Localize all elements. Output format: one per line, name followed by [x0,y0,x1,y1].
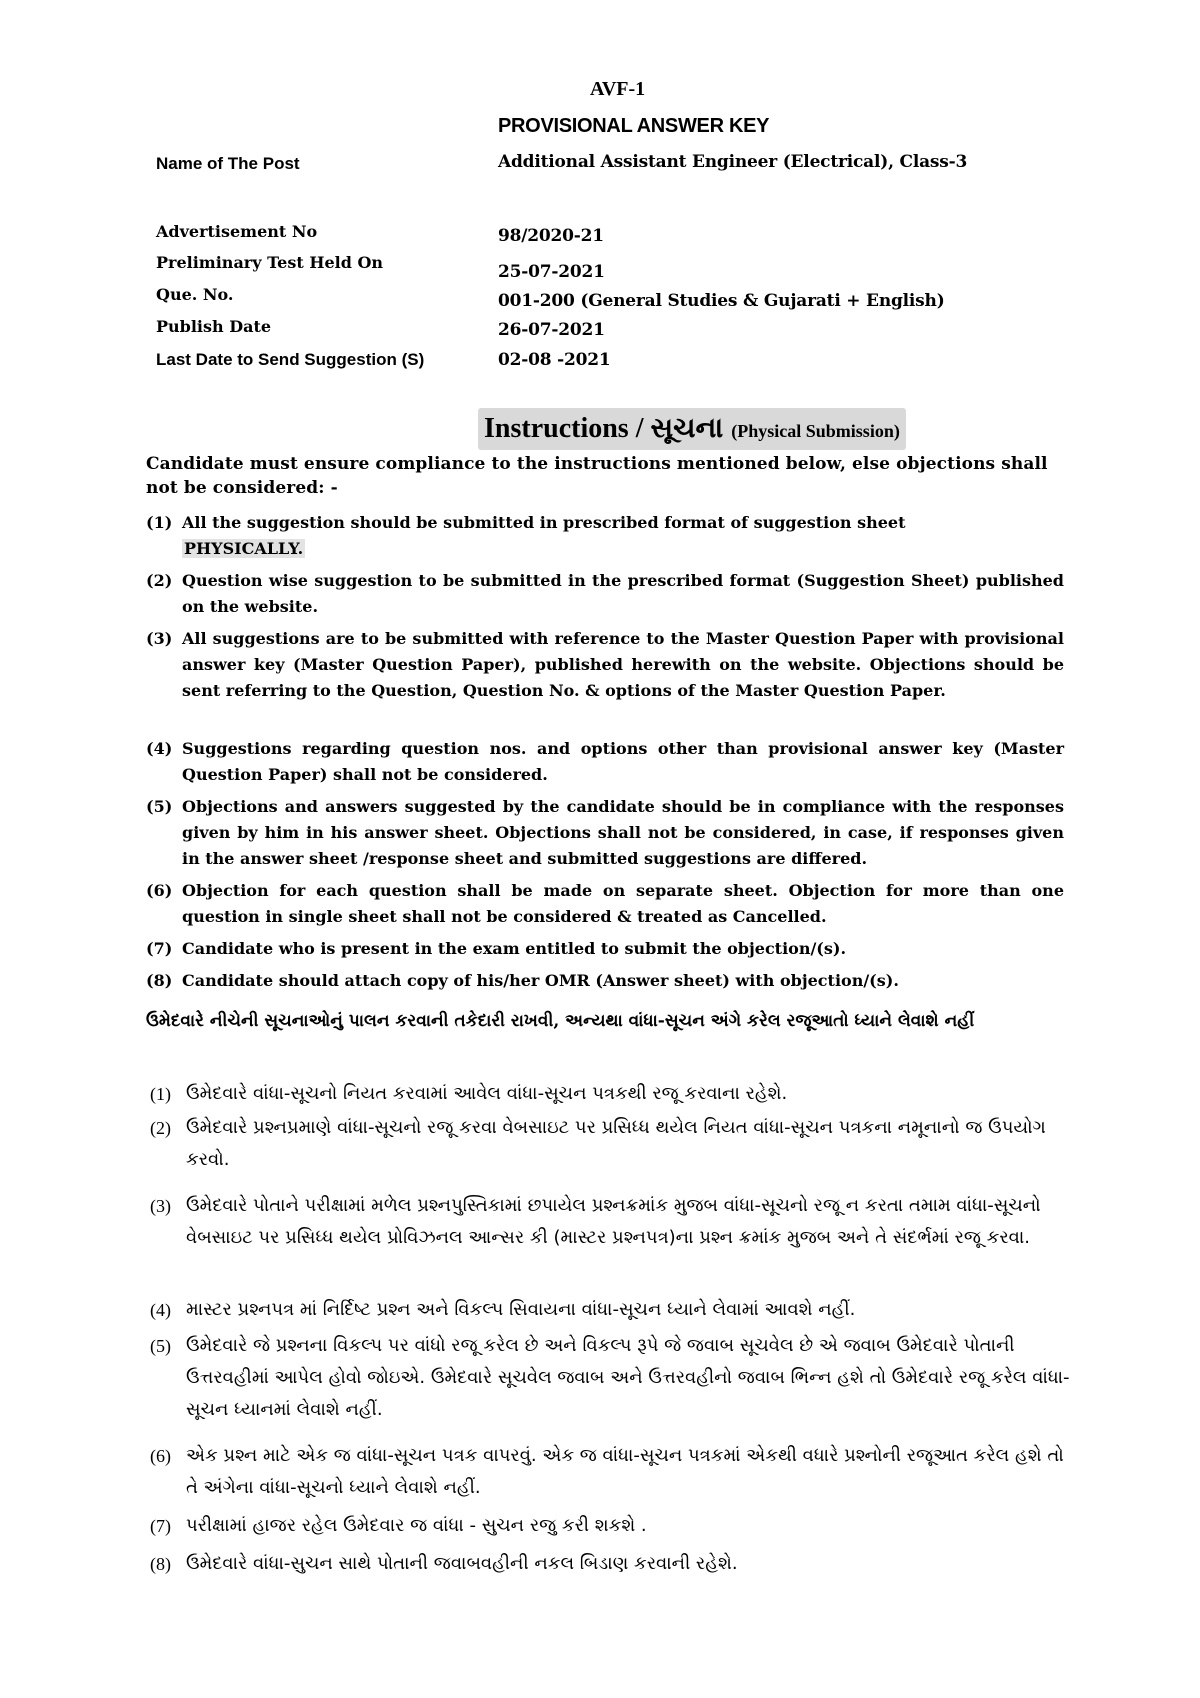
gujarati-instructions-heading: ઉમેદવારે નીચેની સૂચનાઓનું પાલન કરવાની તકેદારી રાખવી, અન્યથા વાંધા-સૂચન અંગે કરેલ રજૂઆતો ધ્યાને લેવાશે નહીં [146,1011,975,1031]
item-number: (7) [150,1516,171,1536]
list-item [150,1548,1070,1580]
list-item [146,968,1064,994]
list-item [150,1330,1070,1426]
item-text: Question wise suggestion to be submitted in the prescribed format (Suggestion Sheet) published on the website. [182,571,1064,616]
item-number: (6) [150,1446,171,1466]
item-text: ઉમેદવારે વાંધા-સુચન સાથે પોતાની જવાબવહીની નકલ બિડાણ કરવાની રહેશે. [186,1553,738,1574]
item-number: (1) [150,1084,171,1104]
instructions-title: Instructions / સૂચના [484,413,724,444]
list-item [146,736,1064,788]
item-text: માસ્ટર પ્રશ્નપત્ર માં નિર્દિષ્ટ પ્રશ્ન અને વિકલ્પ સિવાયના વાંધા-સૂચન ધ્યાને લેવામાં આવશે નહીં. [186,1299,856,1320]
item-number: (7) [146,939,173,958]
item-number: (5) [146,797,173,816]
post-name-label: Name of The Post [156,154,300,173]
instructions-subtitle: (Physical Submission) [731,421,900,441]
item-text: Candidate who is present in the exam entitled to submit the objection/(s). [182,939,847,958]
publish-date-label: Publish Date [156,317,272,336]
list-item [150,1510,1070,1542]
last-date-value: 02-08 -2021 [498,350,611,370]
advertisement-no-label: Advertisement No [156,222,318,241]
list-item [150,1078,1070,1110]
item-text: ઉમેદવારે પોતાને પરીક્ષામાં મળેલ પ્રશ્નપુસ્તિકામાં છપાયેલ પ્રશ્નક્રમાંક મુજબ વાંધા-સૂચનો રજૂ ન કરતા તમામ વાંધા-સૂચનો વેબસાઇટ પર પ્રસિધ્ધ થયેલ પ્રોવિઝનલ આન્સર કી (માસ્ટર પ્રશ્નપત્ર)ના પ્રશ્ન ક્રમાંક મુજબ અને તે સંદર્ભમાં રજૂ કરવા. [186,1195,1041,1248]
item-text: All suggestions are to be submitted with reference to the Master Question Paper with provisional answer key (Master Question Paper), published herewith on the website. Objections should be sent referring to the Question, Question No. & options of the Master Question Paper. [182,629,1064,700]
instructions-intro: Candidate must ensure compliance to the instructions mentioned below, else objections shall not be considered: - [146,454,1048,498]
list-item [146,510,1064,562]
question-no-value: 001-200 (General Studies & Gujarati + English) [498,291,945,311]
advertisement-no-value: 98/2020-21 [498,226,604,246]
publish-date-value: 26-07-2021 [498,320,605,340]
list-item [150,1440,1070,1504]
item-text: પરીક્ષામાં હાજર રહેલ ઉમેદવાર જ વાંધા - સુચન રજુ કરી શકશે . [186,1515,647,1536]
item-text [182,510,1064,562]
test-date-value: 25-07-2021 [498,262,605,282]
item-number: (5) [150,1336,171,1356]
item-text: Objections and answers suggested by the candidate should be in compliance with the responses given by him in his answer sheet. Objections shall not be considered, in case, if responses given in the answer sheet /response sheet and submitted suggestions are differed. [182,797,1064,868]
list-item [150,1112,1070,1176]
item-text: ઉમેદવારે પ્રશ્નપ્રમાણે વાંધા-સૂચનો રજૂ કરવા વેબસાઇટ પર પ્રસિધ્ધ થયેલ નિયત વાંધા-સૂચન પત્રકના નમૂનાનો જ ઉપયોગ કરવો. [186,1117,1046,1170]
item-number: (4) [150,1300,171,1320]
last-date-label: Last Date to Send Suggestion (S) [156,350,425,369]
item-text-main: All the suggestion should be submitted in prescribed format of suggestion sheet [182,513,906,532]
item-number: (6) [146,881,173,900]
question-no-label: Que. No. [156,285,234,304]
list-item [150,1190,1070,1254]
physically-highlight: PHYSICALLY. [184,539,304,558]
list-item [146,626,1064,704]
document-title: PROVISIONAL ANSWER KEY [498,115,770,137]
list-item [150,1294,1070,1326]
item-number: (2) [150,1118,171,1138]
item-number: (1) [146,513,173,532]
item-number: (2) [146,571,173,590]
item-number: (3) [146,629,173,648]
list-item [146,794,1064,872]
item-number: (3) [150,1196,171,1216]
item-number: (4) [146,739,173,758]
item-number: (8) [150,1554,171,1574]
post-name-value: Additional Assistant Engineer (Electrical), Class-3 [498,152,968,172]
item-text: ઉમેદવારે જે પ્રશ્નના વિકલ્પ પર વાંધો રજૂ કરેલ છે અને વિકલ્પ રૂપે જે જવાબ સૂચવેલ છે એ જવાબ ઉમેદવારે પોતાની ઉત્તરવહીમાં આપેલ હોવો જોઇએ. ઉમેદવારે સૂચવેલ જવાબ અને ઉત્તરવહીનો જવાબ ભિન્ન હશે તો ઉમેદવારે રજૂ કરેલ વાંધા-સૂચન ધ્યાનમાં લેવાશે નહીં. [186,1335,1070,1420]
item-number: (8) [146,971,173,990]
item-text: એક પ્રશ્ન માટે એક જ વાંધા-સૂચન પત્રક વાપરવું. એક જ વાંધા-સૂચન પત્રકમાં એકથી વધારે પ્રશ્નોની રજૂઆત કરેલ હશે તો તે અંગેના વાંધા-સૂચનો ધ્યાને લેવાશે નહીં. [186,1445,1064,1498]
item-text: Objection for each question shall be made on separate sheet. Objection for more than one question in single sheet shall not be considered & treated as Cancelled. [182,881,1064,926]
list-item [146,878,1064,930]
item-text: Suggestions regarding question nos. and options other than provisional answer key (Master Question Paper) shall not be considered. [182,739,1064,784]
list-item [146,936,1064,962]
instructions-heading [478,408,906,450]
test-date-label: Preliminary Test Held On [156,253,384,272]
document-code: AVF-1 [590,78,646,100]
item-text: ઉમેદવારે વાંધા-સૂચનો નિયત કરવામાં આવેલ વાંધા-સૂચન પત્રકથી રજૂ કરવાના રહેશે. [186,1083,788,1104]
list-item [146,568,1064,620]
item-text: Candidate should attach copy of his/her OMR (Answer sheet) with objection/(s). [182,971,899,990]
